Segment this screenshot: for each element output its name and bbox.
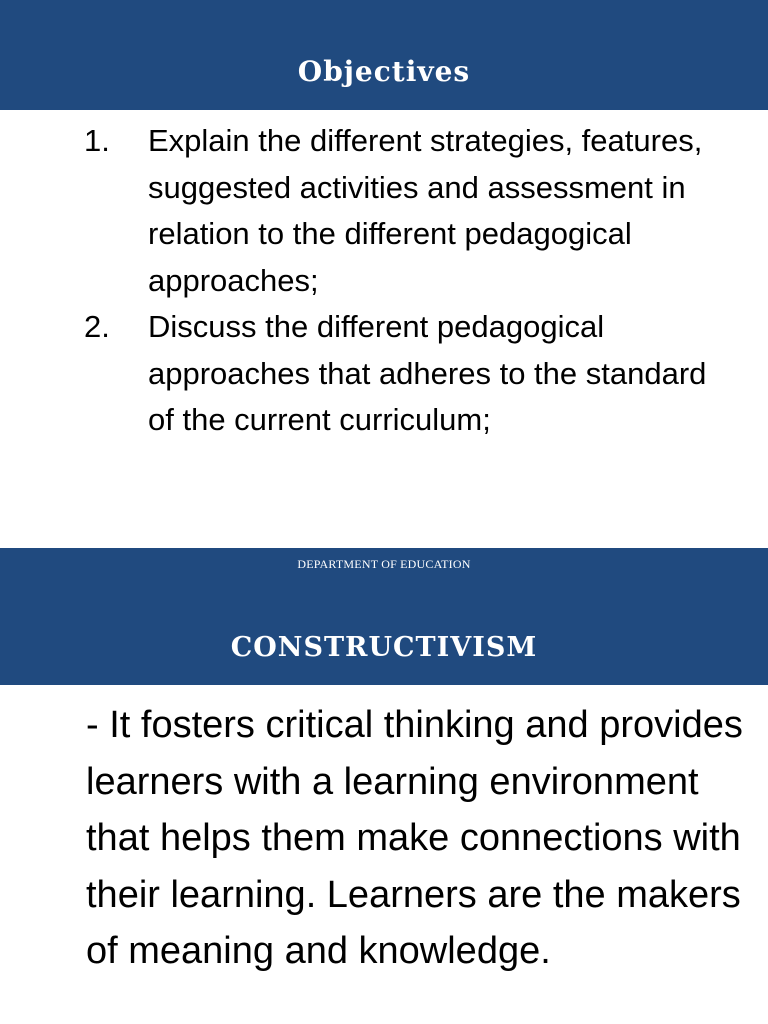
slide-title: CONSTRUCTIVISM xyxy=(230,632,538,663)
title-band xyxy=(0,548,768,685)
title-band xyxy=(0,0,768,110)
objective-number: 1. xyxy=(84,123,110,158)
department-label: DEPARTMENT OF EDUCATION xyxy=(297,557,471,571)
objective-item-1 xyxy=(0,118,768,304)
objective-item-2 xyxy=(0,304,768,444)
objectives-list xyxy=(0,118,768,444)
objective-number: 2. xyxy=(84,309,110,344)
objective-text: Discuss the different pedagogical approaches that adheres to the standard of the current curriculum; xyxy=(148,309,707,437)
slide-title: Objectives xyxy=(297,55,471,88)
definition-text: - It fosters critical thinking and provides learners with a learning environment that helps them make connections with their learning. Learners are the makers of meaning and knowledge. xyxy=(86,704,743,972)
objective-text: Explain the different strategies, features, suggested activities and assessment in relation to the different pedagogical approaches; xyxy=(148,123,703,298)
